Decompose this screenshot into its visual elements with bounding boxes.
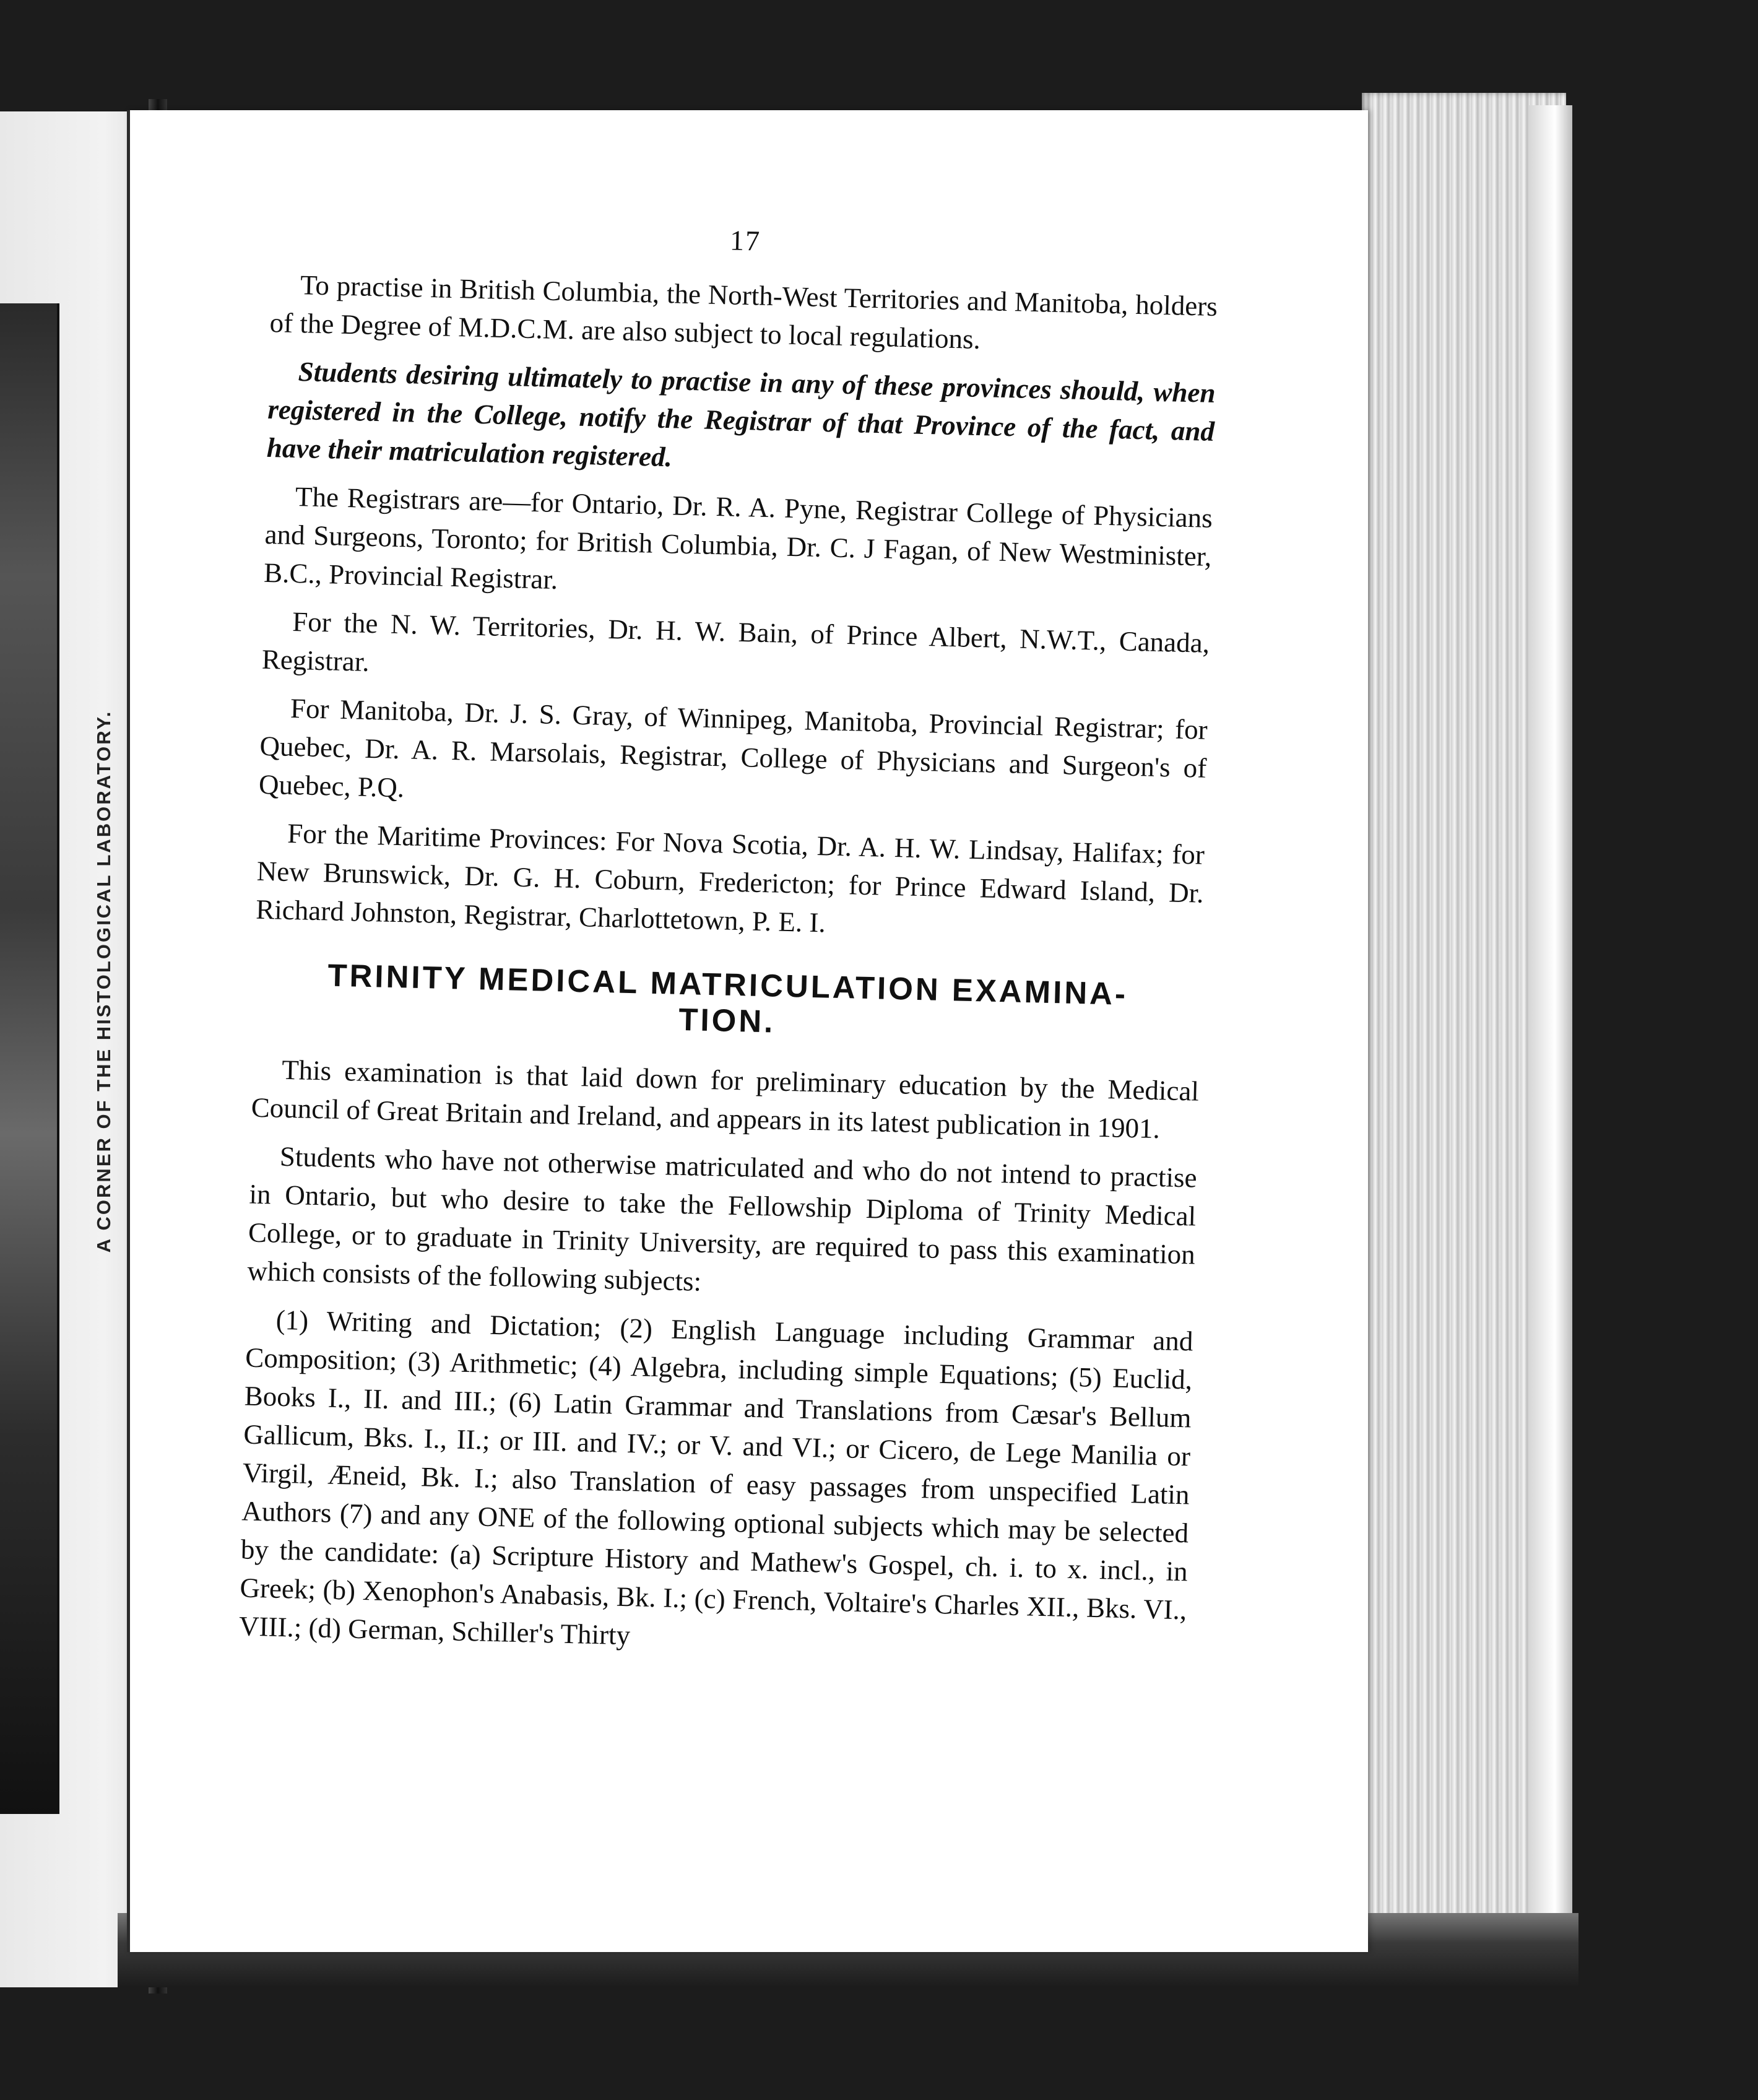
paragraph-exam-subjects: (1) Writing and Dictation; (2) English Language including Grammar and Composition; (3) Arithmetic; (4) Algebra, including simple Equations; (5) Euclid, Books I., II. and III.; (6) Latin Grammar and Translations from Cæsar's Bellum Gallicum, Bks. I., II.; or III. and IV.; or V. and VI.; or Cicero, de Lege Manilia or Virgil, Æneid, Bk. I.; also Translation of easy passages from unspecified Latin Authors (7) and any ONE of the following optional subjects which may be selected by the candidate: (a) Scripture History and Mathew's Gospel, ch. i. to x. incl., in Greek; (b) Xenophon's Anabasis, Bk. I.; (c) French, Voltaire's Charles XII., Bks. VI., VIII.; (d) German, Schiller's Thirty xyxy=(238,1304,1193,1651)
paragraph-registration-notice: Students desiring ultimately to practise in any of these provinces should, when registered in the College, notify the Registrar of that Province of the fact, and have their matriculation registered. xyxy=(266,356,1216,473)
page-number: 17 xyxy=(729,224,761,257)
section-heading-line2: TION. xyxy=(678,1001,776,1039)
paragraph-registrars-maritime: For the Maritime Provinces: For Nova Scotia, Dr. A. H. W. Lindsay, Halifax; for New Brunswick, Dr. G. H. Coburn, Fredericton; for Prince Edward Island, Dr. Richard Johnston, Registrar, Charlottetown, P. E. I. xyxy=(255,817,1205,939)
page-content xyxy=(238,210,1219,1677)
paragraph-registrars-ontario-bc: The Registrars are—for Ontario, Dr. R. A. Pyne, Registrar College of Physicians and Surgeons, Toronto; for British Columbia, Dr. C. J Fagan, of New Westminister, B.C., Provincial Registrar. xyxy=(263,481,1213,596)
section-heading-line1: TRINITY MEDICAL MATRICULATION EXAMINA- xyxy=(327,957,1128,1012)
laboratory-photograph xyxy=(0,303,59,1814)
paragraph-registrar-nwt: For the N. W. Territories, Dr. H. W. Bain, of Prince Albert, N.W.T., Canada, Registrar. xyxy=(261,605,1210,677)
paragraph-exam-description: This examination is that laid down for preliminary education by the Medical Council of Great Britain and Ireland, and appears in its latest publication in 1901. xyxy=(251,1054,1200,1145)
section-heading xyxy=(253,956,1202,1050)
paragraph-exam-requirement: Students who have not otherwise matriculated and who do not intend to practise in Ontario, but who desire to take the Fellowship Diploma of Trinity Medical College, or to graduate in Trinity University, are required to pass this examination which consists of the following subjects: xyxy=(247,1140,1198,1297)
cover-edge xyxy=(1529,105,1572,1963)
paragraph-registrars-manitoba-quebec: For Manitoba, Dr. J. S. Gray, of Winnipeg, Manitoba, Provincial Registrar; for Quebec, Dr. A. R. Marsolais, Registrar, College of Physicians and Surgeon's of Quebec, P.Q. xyxy=(258,692,1208,804)
plate-caption: A CORNER OF THE HISTOLOGICAL LABORATORY. xyxy=(93,709,115,1253)
paragraph-local-regulations: To practise in British Columbia, the North-West Territories and Manitoba, holders of the Degree of M.D.C.M. are also subject to local regulations. xyxy=(269,269,1218,355)
